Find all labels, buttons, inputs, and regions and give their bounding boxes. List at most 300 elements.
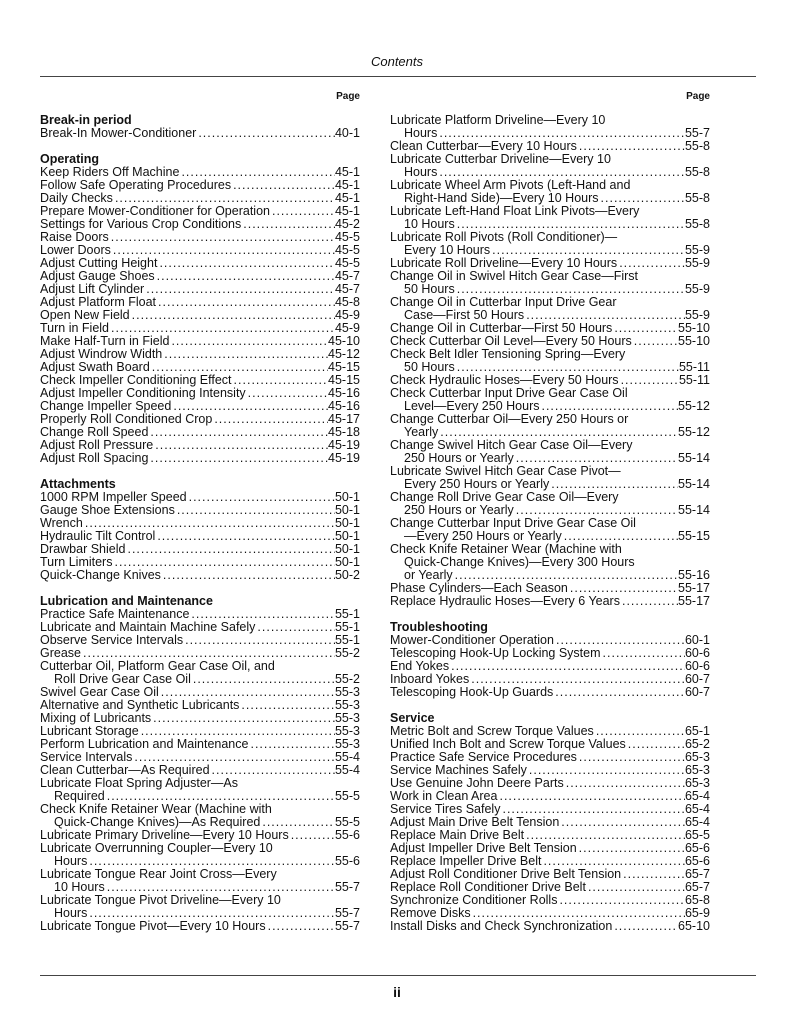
dot-leader (449, 660, 685, 673)
dot-leader (232, 374, 328, 387)
dot-leader (161, 569, 335, 582)
toc-entry-page: 45-16 (328, 399, 360, 413)
toc-section (40, 114, 360, 140)
toc-entry-text: Roll Drive Gear Case Oil (54, 672, 191, 686)
toc-entry-text: Every 10 Hours (404, 243, 491, 257)
toc-entry-page: 45-15 (328, 360, 360, 374)
toc-entry-page: 65-3 (684, 750, 710, 764)
dot-leader (157, 257, 335, 270)
toc-entry-page: 45-1 (334, 178, 360, 192)
toc-entry-text: Adjust Platform Float (40, 295, 157, 309)
toc-entry-page: 45-15 (328, 373, 360, 387)
toc-entry-text: Check Impeller Conditioning Effect (40, 373, 232, 387)
dot-leader (557, 894, 685, 907)
toc-entry-text: Swivel Gear Case Oil (40, 685, 159, 699)
toc-entry-text: Check Knife Retainer Wear (Machine with (40, 802, 272, 816)
page-column-label: Page (686, 91, 710, 102)
toc-entry-text: Lubricate Roll Driveline—Every 10 Hours (390, 256, 618, 270)
toc-entry-text: Hours (54, 906, 88, 920)
toc-entry-text: Lubricate Tongue Pivot—Every 10 Hours (40, 919, 266, 933)
toc-entry-page: 55-9 (684, 243, 710, 257)
toc-entry-page: 55-14 (678, 503, 710, 517)
toc-entry-text: Install Disks and Check Synchronization (390, 919, 613, 933)
toc-section (40, 478, 360, 582)
toc-entry-text: Prepare Mower-Conditioner for Operation (40, 204, 270, 218)
toc-entry-text: Check Cutterbar Oil Level—Every 50 Hours (390, 334, 632, 348)
dot-leader (196, 127, 335, 140)
toc-entry-page: 45-8 (334, 295, 360, 309)
toc-entry[interactable] (390, 595, 710, 608)
toc-entry[interactable] (390, 439, 710, 465)
toc-entry-page: 45-7 (334, 282, 360, 296)
toc-entry-page: 50-1 (334, 542, 360, 556)
toc-entry-page: 55-4 (334, 763, 360, 777)
toc-right-column (390, 90, 710, 946)
toc-entry-text: Lubricate Cutterbar Driveline—Every 10 (390, 152, 611, 166)
toc-entry-page: 60-6 (684, 646, 710, 660)
toc-entry[interactable] (390, 114, 710, 140)
dot-leader (148, 426, 328, 439)
toc-entry-text: Check Hydraulic Hoses—Every 50 Hours (390, 373, 619, 387)
section-title: Operating (40, 152, 100, 166)
toc-section (40, 595, 360, 933)
toc-entry-text: Adjust Cutting Height (40, 256, 158, 270)
toc-entry-text: Adjust Roll Spacing (40, 451, 149, 465)
toc-entry-page: 65-4 (684, 789, 710, 803)
toc-entry[interactable] (390, 231, 710, 257)
toc-entry-page: 50-2 (334, 568, 360, 582)
toc-entry-text: Follow Safe Operating Procedures (40, 178, 232, 192)
toc-entry-page: 45-9 (334, 308, 360, 322)
section-title: Troubleshooting (390, 620, 488, 634)
toc-entry-text: Every 250 Hours or Yearly (404, 477, 550, 491)
toc-entry-text: 10 Hours (54, 880, 105, 894)
dot-leader (553, 686, 685, 699)
toc-entry[interactable] (40, 894, 360, 920)
toc-entry-text: Lubricate Roll Pivots (Roll Conditioner)— (390, 230, 618, 244)
dot-leader (612, 920, 678, 933)
toc-entry-text: Change Cutterbar Oil—Every 250 Hours or (390, 412, 629, 426)
toc-entry-page: 65-5 (684, 828, 710, 842)
toc-entry-text: Hours (404, 165, 438, 179)
toc-entry-page: 55-5 (334, 789, 360, 803)
dot-leader (187, 491, 335, 504)
toc-entry[interactable] (40, 803, 360, 829)
toc-entry-text: 250 Hours or Yearly (404, 451, 514, 465)
toc-entry-page: 50-1 (334, 516, 360, 530)
toc-entry-page: 65-3 (684, 763, 710, 777)
toc-entry-page: 55-9 (684, 308, 710, 322)
toc-entry-page: 55-1 (334, 607, 360, 621)
toc-entry-page: 60-7 (684, 685, 710, 699)
toc-entry-text: Turn in Field (40, 321, 110, 335)
toc-entry-text: Lubricate Primary Driveline—Every 10 Hours (40, 828, 289, 842)
toc-entry-page: 55-16 (678, 568, 710, 582)
toc-entry-text: or Yearly (404, 568, 453, 582)
toc-entry-text: Alternative and Synthetic Lubricants (40, 698, 240, 712)
toc-entry-text: Quick-Change Knives)—As Required (54, 815, 261, 829)
toc-entry-page: 55-7 (334, 906, 360, 920)
toc-entry[interactable] (390, 387, 710, 413)
toc-entry-page: 45-7 (334, 269, 360, 283)
toc-entry-text: Change Oil in Cutterbar Input Drive Gear (390, 295, 617, 309)
toc-entry-text: Service Intervals (40, 750, 133, 764)
toc-entry-page: 55-1 (334, 620, 360, 634)
toc-entry-page: 60-7 (684, 672, 710, 686)
header-rule (40, 76, 756, 77)
toc-entry[interactable] (40, 127, 360, 140)
toc-entry-text: Required (54, 789, 105, 803)
toc-entry-page: 45-1 (334, 204, 360, 218)
toc-entry-text: Gauge Shoe Extensions (40, 503, 175, 517)
toc-entry[interactable] (40, 777, 360, 803)
toc-entry-text: Lubricate Wheel Arm Pivots (Left-Hand and (390, 178, 631, 192)
toc-entry[interactable] (390, 686, 710, 699)
dot-leader (175, 504, 335, 517)
dot-leader (577, 842, 685, 855)
toc-entry-text: Make Half-Turn in Field (40, 334, 170, 348)
dot-leader (632, 335, 678, 348)
toc-entry-text: Check Cutterbar Input Drive Gear Case Oil (390, 386, 628, 400)
toc-entry-page: 55-7 (334, 880, 360, 894)
toc-entry-text: 10 Hours (404, 217, 455, 231)
toc-entry-text: Adjust Impeller Drive Belt Tension (390, 841, 577, 855)
dot-leader (144, 283, 335, 296)
toc-entry-text: Replace Main Drive Belt (390, 828, 525, 842)
toc-entry-page: 55-7 (684, 126, 710, 140)
toc-entry-text: Perform Lubrication and Maintenance (40, 737, 249, 751)
toc-entry-text: Replace Impeller Drive Belt (390, 854, 542, 868)
toc-entry-page: 45-5 (334, 256, 360, 270)
toc-entry-page: 65-4 (684, 802, 710, 816)
toc-entry[interactable] (40, 920, 360, 933)
dot-leader (270, 205, 335, 218)
dot-leader (239, 699, 335, 712)
toc-entry-page: 55-3 (334, 685, 360, 699)
toc-entry-page: 45-1 (334, 165, 360, 179)
dot-leader (125, 543, 335, 556)
toc-entry-page: 55-5 (334, 815, 360, 829)
toc-entry-page: 55-11 (678, 373, 710, 387)
toc-entry-text: —Every 250 Hours or Yearly (404, 529, 562, 543)
toc-entry[interactable] (390, 296, 710, 322)
toc-entry-text: Quick-Change Knives (40, 568, 161, 582)
toc-entry[interactable] (390, 517, 710, 543)
toc-entry-page: 55-7 (334, 919, 360, 933)
toc-entry-page: 55-14 (678, 477, 710, 491)
dot-leader (153, 439, 328, 452)
toc-entry-page: 55-3 (334, 711, 360, 725)
dot-leader (255, 621, 335, 634)
toc-entry-text: Phase Cylinders—Each Season (390, 581, 568, 595)
toc-entry-page: 45-17 (328, 412, 360, 426)
toc-section (390, 114, 710, 608)
toc-entry-text: Quick-Change Knives)—Every 300 Hours (404, 555, 635, 569)
toc-entry-page: 45-9 (334, 321, 360, 335)
toc-entry-text: Practice Safe Maintenance (40, 607, 190, 621)
toc-entry-text: Replace Hydraulic Hoses—Every 6 Years (390, 594, 620, 608)
toc-entry-text: Change Oil in Swivel Hitch Gear Case—First (390, 269, 638, 283)
toc-entry-page: 55-2 (334, 646, 360, 660)
toc-entry-text: Adjust Gauge Shoes (40, 269, 155, 283)
toc-entry-page: 65-10 (678, 919, 710, 933)
toc-entry-page: 65-6 (684, 854, 710, 868)
toc-entry-page: 65-7 (684, 867, 710, 881)
footer-page-number: ii (393, 984, 401, 1000)
toc-entry-page: 45-12 (328, 347, 360, 361)
toc-entry-text: Use Genuine John Deere Parts (390, 776, 564, 790)
dot-leader (231, 179, 335, 192)
toc-entry[interactable] (40, 452, 360, 465)
toc-entry-page: 65-8 (684, 893, 710, 907)
toc-entry-text: Lubricate Float Spring Adjuster—As (40, 776, 239, 790)
toc-entry-text: Work in Clean Area (390, 789, 498, 803)
toc-entry-page: 50-1 (334, 555, 360, 569)
toc-entry-text: 1000 RPM Impeller Speed (40, 490, 187, 504)
toc-entry-page: 55-10 (678, 334, 710, 348)
toc-entry-text: Remove Disks (390, 906, 471, 920)
toc-entry[interactable] (390, 270, 710, 296)
toc-entry-page: 55-15 (678, 529, 710, 543)
toc-entry-text: Synchronize Conditioner Rolls (390, 893, 558, 907)
dot-leader (620, 595, 678, 608)
dot-leader (626, 738, 685, 751)
toc-entry-text: Grease (40, 646, 81, 660)
toc-entry-page: 65-2 (684, 737, 710, 751)
toc-entry-text: Case—First 50 Hours (404, 308, 525, 322)
toc-entry-page: 60-1 (684, 633, 710, 647)
toc-entry-text: Service Machines Safely (390, 763, 527, 777)
toc-entry-text: Unified Inch Bolt and Screw Torque Values (390, 737, 626, 751)
toc-entry[interactable] (390, 348, 710, 374)
toc-entry-page: 55-3 (334, 698, 360, 712)
toc-entry-text: Change Roll Drive Gear Case Oil—Every (390, 490, 619, 504)
toc-entry-text: Change Swivel Hitch Gear Case Oil—Every (390, 438, 633, 452)
toc-entry-text: Change Oil in Cutterbar—First 50 Hours (390, 321, 613, 335)
toc-entry-text: Metric Bolt and Screw Torque Values (390, 724, 594, 738)
toc-entry-page: 55-17 (678, 581, 710, 595)
toc-entry-text: Raise Doors (40, 230, 109, 244)
toc-entry-text: Yearly (404, 425, 439, 439)
toc-entry-text: Keep Riders Off Machine (40, 165, 180, 179)
toc-entry[interactable] (390, 543, 710, 582)
toc-entry[interactable] (390, 205, 710, 231)
toc-entry-page: 55-9 (684, 282, 710, 296)
dot-leader (248, 738, 335, 751)
toc-section (40, 153, 360, 465)
toc-entry-text: Level—Every 250 Hours (404, 399, 540, 413)
toc-entry-text: Turn Limiters (40, 555, 113, 569)
toc-entry-page: 55-3 (334, 724, 360, 738)
toc-entry-text: Lubricate Overrunning Coupler—Every 10 (40, 841, 273, 855)
toc-entry[interactable] (40, 868, 360, 894)
toc-entry-page: 55-11 (678, 360, 710, 374)
dot-leader (266, 920, 335, 933)
toc-entry-page: 45-19 (328, 438, 360, 452)
toc-entry-text: Right-Hand Side)—Every 10 Hours (404, 191, 599, 205)
toc-entry-page: 45-2 (334, 217, 360, 231)
dot-leader (564, 777, 685, 790)
toc-entry-page: 55-14 (678, 451, 710, 465)
toc-entry-page: 40-1 (334, 126, 360, 140)
section-title: Attachments (40, 477, 116, 491)
dot-leader (621, 868, 685, 881)
toc-entry-text: Properly Roll Conditioned Crop (40, 412, 213, 426)
toc-entry-text: 50 Hours (404, 282, 455, 296)
dot-leader (155, 530, 335, 543)
toc-entry-page: 45-18 (328, 425, 360, 439)
toc-entry-page: 55-1 (334, 633, 360, 647)
toc-entry-text: Settings for Various Crop Conditions (40, 217, 242, 231)
toc-entry-page: 55-17 (678, 594, 710, 608)
toc-entry-text: Hydraulic Tilt Control (40, 529, 156, 543)
toc-entry-page: 65-6 (684, 841, 710, 855)
toc-entry[interactable] (40, 569, 360, 582)
toc-entry-text: Lubricate Left-Hand Float Link Pivots—Every (390, 204, 640, 218)
toc-entry[interactable] (390, 153, 710, 179)
toc-entry-page: 55-8 (684, 217, 710, 231)
toc-entry-text: Change Impeller Speed (40, 399, 172, 413)
toc-entry-text: Check Belt Idler Tensioning Spring—Every (390, 347, 626, 361)
toc-entry-text: Clean Cutterbar—As Required (40, 763, 210, 777)
toc-entry-text: Mixing of Lubricants (40, 711, 152, 725)
toc-section (390, 621, 710, 699)
toc-entry-page: 50-1 (334, 529, 360, 543)
toc-entry-text: Cutterbar Oil, Platform Gear Case Oil, and (40, 659, 275, 673)
footer-rule (40, 975, 756, 976)
page-header-title: Contents (370, 54, 424, 69)
dot-leader (109, 231, 335, 244)
toc-entry-text: Break-In Mower-Conditioner (40, 126, 197, 140)
dot-leader (155, 270, 335, 283)
toc-entry-text: Change Cutterbar Input Drive Gear Case Oil (390, 516, 636, 530)
toc-entry-text: Lubricate Tongue Pivot Driveline—Every 10 (40, 893, 281, 907)
dot-leader (212, 413, 328, 426)
toc-entry-page: 50-1 (334, 503, 360, 517)
toc-entry-page: 55-6 (334, 828, 360, 842)
toc-entry-page: 45-1 (334, 191, 360, 205)
toc-entry-text: 50 Hours (404, 360, 455, 374)
toc-entry-text: Observe Service Intervals (40, 633, 184, 647)
toc-entry-text: Practice Safe Service Procedures (390, 750, 577, 764)
toc-entry-page: 65-9 (684, 906, 710, 920)
section-title: Break-in period (40, 113, 132, 127)
toc-entry-text: Inboard Yokes (390, 672, 470, 686)
toc-entry-page: 60-6 (684, 659, 710, 673)
toc-entry-page: 45-5 (334, 230, 360, 244)
toc-entry-text: Wrench (40, 516, 83, 530)
toc-entry-text: 250 Hours or Yearly (404, 503, 514, 517)
dot-leader (241, 218, 335, 231)
toc-entry[interactable] (40, 660, 360, 686)
toc-entry-page: 55-12 (678, 399, 710, 413)
toc-entry[interactable] (40, 842, 360, 868)
toc-entry-page: 65-3 (684, 776, 710, 790)
dot-leader (619, 374, 679, 387)
dot-leader (586, 881, 685, 894)
toc-entry-text: Open New Field (40, 308, 130, 322)
toc-entry[interactable] (390, 413, 710, 439)
toc-left-column (40, 90, 360, 946)
toc-entry-text: Hours (404, 126, 438, 140)
toc-entry[interactable] (390, 491, 710, 517)
toc-entry-page: 55-9 (684, 256, 710, 270)
toc-entry-page: 45-5 (334, 243, 360, 257)
dot-leader (130, 309, 335, 322)
toc-entry-text: Service Tires Safely (390, 802, 501, 816)
toc-entry[interactable] (390, 465, 710, 491)
toc-entry-text: Lubricant Storage (40, 724, 139, 738)
toc-section (390, 712, 710, 933)
toc-entry-text: Adjust Main Drive Belt Tension (390, 815, 560, 829)
toc-entry[interactable] (40, 634, 360, 647)
toc-entry-page: 45-10 (328, 334, 360, 348)
dot-leader (246, 387, 328, 400)
toc-entry-text: Lubricate and Maintain Machine Safely (40, 620, 256, 634)
toc-entry-text: Lubricate Platform Driveline—Every 10 (390, 113, 606, 127)
toc-entry-page: 50-1 (334, 490, 360, 504)
toc-entry-text: Adjust Windrow Width (40, 347, 163, 361)
toc-entry-page: 55-8 (684, 165, 710, 179)
toc-entry-page: 55-2 (334, 672, 360, 686)
toc-entry-page: 65-4 (684, 815, 710, 829)
toc-entry-page: 45-19 (328, 451, 360, 465)
toc-entry-text: Change Roll Speed (40, 425, 149, 439)
dot-leader (497, 790, 685, 803)
dot-leader (151, 712, 335, 725)
toc-entry-text: Adjust Roll Conditioner Drive Belt Tension (390, 867, 622, 881)
toc-entry-page: 55-8 (684, 139, 710, 153)
dot-leader (183, 634, 335, 647)
toc-entry-text: Clean Cutterbar—Every 10 Hours (390, 139, 577, 153)
toc-entry-text: Adjust Lift Cylinder (40, 282, 145, 296)
dot-leader (162, 348, 328, 361)
dot-leader (148, 452, 328, 465)
toc-entry-text: Hours (54, 854, 88, 868)
section-title: Lubrication and Maintenance (40, 594, 213, 608)
section-title: Service (390, 711, 435, 725)
toc-entry-page: 55-12 (678, 425, 710, 439)
dot-leader (169, 335, 328, 348)
toc-entry-text: Adjust Roll Pressure (40, 438, 154, 452)
toc-entry-text: End Yokes (390, 659, 450, 673)
toc-entry-text: Mower-Conditioner Operation (390, 633, 554, 647)
toc-entry-page: 55-4 (334, 750, 360, 764)
toc-entry-page: 65-1 (684, 724, 710, 738)
dot-leader (191, 673, 335, 686)
toc-entry-page: 55-10 (678, 321, 710, 335)
toc-entry-page: 55-8 (684, 191, 710, 205)
toc-entry-text: Telescoping Hook-Up Locking System (390, 646, 601, 660)
toc-entry-page: 55-6 (334, 854, 360, 868)
dot-leader (577, 751, 685, 764)
dot-leader (601, 647, 685, 660)
toc-entry-text: Adjust Impeller Conditioning Intensity (40, 386, 246, 400)
dot-leader (156, 296, 335, 309)
toc-entry-page: 65-7 (684, 880, 710, 894)
toc-entry[interactable] (40, 504, 360, 517)
toc-entry-text: Lubricate Tongue Rear Joint Cross—Every (40, 867, 277, 881)
toc-entry-text: Lower Doors (40, 243, 111, 257)
toc-entry-text: Daily Checks (40, 191, 113, 205)
toc-entry-text: Lubricate Swivel Hitch Gear Case Pivot— (390, 464, 621, 478)
toc-entry[interactable] (390, 920, 710, 933)
toc-entry-text: Drawbar Shield (40, 542, 126, 556)
toc-entry[interactable] (390, 179, 710, 205)
toc-entry-text: Replace Roll Conditioner Drive Belt (390, 880, 586, 894)
toc-entry-page: 45-16 (328, 386, 360, 400)
page-column-label: Page (336, 91, 360, 102)
